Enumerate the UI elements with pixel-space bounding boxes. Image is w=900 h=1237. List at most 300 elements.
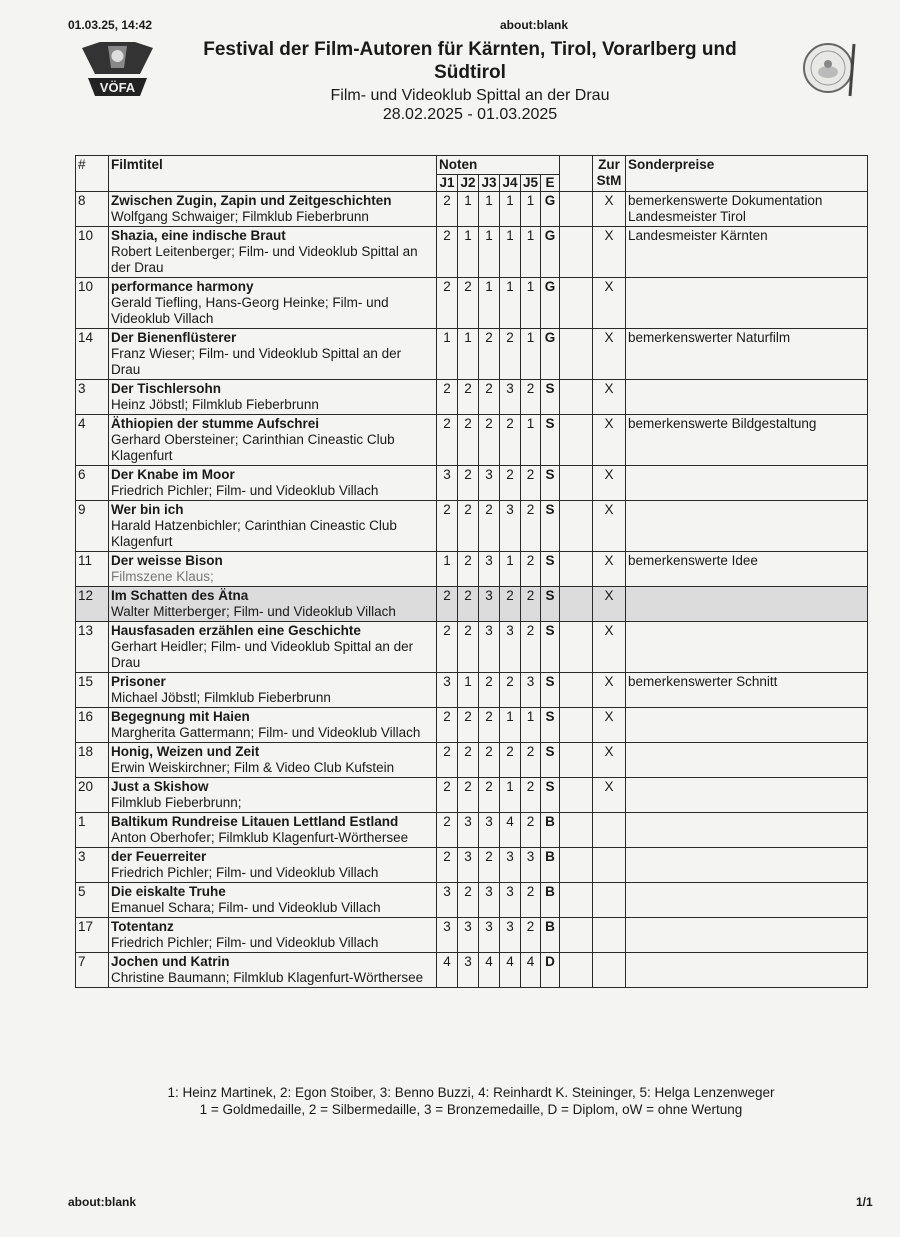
film-author: Robert Leitenberger; Film- und Videoklub Spittal an der Drau xyxy=(111,244,418,275)
film-title: Shazia, eine indische Braut xyxy=(111,228,286,243)
blank-cell xyxy=(560,848,593,883)
film-cell xyxy=(109,552,437,587)
film-cell xyxy=(109,329,437,380)
state-championship-mark xyxy=(593,953,626,988)
judge-score-j5: 2 xyxy=(521,918,541,953)
row-number: 20 xyxy=(76,778,109,813)
film-author: Friedrich Pichler; Film- und Videoklub Villach xyxy=(111,935,379,950)
film-author: Emanuel Schara; Film- und Videoklub Villach xyxy=(111,900,381,915)
table-row xyxy=(76,848,868,883)
judge-score-j2: 1 xyxy=(458,673,479,708)
special-prize xyxy=(626,329,868,380)
header-zur-stm xyxy=(593,156,626,192)
table-row xyxy=(76,918,868,953)
film-title: Im Schatten des Ätna xyxy=(111,588,249,603)
blank-cell xyxy=(560,778,593,813)
table-row xyxy=(76,883,868,918)
special-prize-line: Landesmeister Kärnten xyxy=(628,228,768,243)
header-zur: Zur xyxy=(598,157,620,172)
header-j1: J1 xyxy=(437,175,458,192)
table-row xyxy=(76,953,868,988)
judge-score-j3: 3 xyxy=(479,622,500,673)
table-row xyxy=(76,192,868,227)
judge-score-j3: 2 xyxy=(479,329,500,380)
row-number: 15 xyxy=(76,673,109,708)
judge-score-j1: 2 xyxy=(437,848,458,883)
judge-score-j1: 3 xyxy=(437,466,458,501)
special-prize xyxy=(626,883,868,918)
film-author: Gerhart Heidler; Film- und Videoklub Spittal an der Drau xyxy=(111,639,414,670)
judge-score-j2: 2 xyxy=(458,415,479,466)
film-cell xyxy=(109,813,437,848)
state-championship-mark xyxy=(593,848,626,883)
row-number: 3 xyxy=(76,848,109,883)
film-title: Honig, Weizen und Zeit xyxy=(111,744,260,759)
row-number: 9 xyxy=(76,501,109,552)
judge-score-j4: 3 xyxy=(500,848,521,883)
judge-score-j4: 4 xyxy=(500,953,521,988)
club-seal-logo xyxy=(798,38,863,100)
judge-score-j1: 2 xyxy=(437,227,458,278)
print-url-footer: about:blank xyxy=(68,1195,136,1209)
row-number: 11 xyxy=(76,552,109,587)
row-number: 7 xyxy=(76,953,109,988)
row-number: 18 xyxy=(76,743,109,778)
film-author: Friedrich Pichler; Film- und Videoklub Villach xyxy=(111,483,379,498)
special-prize xyxy=(626,415,868,466)
judge-score-j1: 3 xyxy=(437,918,458,953)
header-sonder: Sonderpreise xyxy=(626,156,868,192)
judge-score-j1: 3 xyxy=(437,883,458,918)
film-title: Der Knabe im Moor xyxy=(111,467,235,482)
award-grade: B xyxy=(541,883,560,918)
film-title: Just a Skishow xyxy=(111,779,209,794)
judge-score-j3: 1 xyxy=(479,278,500,329)
judge-score-j3: 2 xyxy=(479,673,500,708)
judge-score-j1: 2 xyxy=(437,380,458,415)
award-grade: B xyxy=(541,848,560,883)
judge-score-j5: 2 xyxy=(521,743,541,778)
state-championship-mark: X xyxy=(593,329,626,380)
film-cell xyxy=(109,622,437,673)
judge-score-j2: 2 xyxy=(458,587,479,622)
table-row xyxy=(76,380,868,415)
judge-score-j4: 1 xyxy=(500,192,521,227)
film-title: performance harmony xyxy=(111,279,254,294)
judge-score-j3: 3 xyxy=(479,587,500,622)
special-prize xyxy=(626,778,868,813)
special-prize-line: bemerkenswerte Dokumentation xyxy=(628,193,823,208)
award-grade: S xyxy=(541,778,560,813)
special-prize xyxy=(626,466,868,501)
judge-score-j2: 2 xyxy=(458,466,479,501)
judge-score-j5: 1 xyxy=(521,415,541,466)
judge-score-j5: 1 xyxy=(521,708,541,743)
judge-score-j4: 3 xyxy=(500,501,521,552)
judge-score-j5: 1 xyxy=(521,329,541,380)
legend-medals: 1 = Goldmedaille, 2 = Silbermedaille, 3 = Bronzemedaille, D = Diplom, oW = ohne Wertung xyxy=(199,1102,743,1117)
document-subtitle: Film- und Videoklub Spittal an der Drau xyxy=(330,87,610,104)
judge-score-j5: 2 xyxy=(521,466,541,501)
award-grade: G xyxy=(541,227,560,278)
judge-score-j4: 2 xyxy=(500,743,521,778)
table-row xyxy=(76,501,868,552)
judge-score-j3: 2 xyxy=(479,501,500,552)
film-author: Christine Baumann; Filmklub Klagenfurt-Wörthersee xyxy=(111,970,424,985)
judge-score-j1: 2 xyxy=(437,622,458,673)
judge-score-j4: 3 xyxy=(500,918,521,953)
film-cell xyxy=(109,380,437,415)
special-prize xyxy=(626,278,868,329)
film-title: Jochen und Katrin xyxy=(111,954,230,969)
special-prize xyxy=(626,587,868,622)
film-title: Zwischen Zugin, Zapin und Zeitgeschichten xyxy=(111,193,392,208)
judge-score-j2: 2 xyxy=(458,778,479,813)
judge-score-j3: 3 xyxy=(479,918,500,953)
blank-cell xyxy=(560,813,593,848)
header-j5: J5 xyxy=(521,175,541,192)
film-cell xyxy=(109,192,437,227)
page-number: 1/1 xyxy=(856,1195,873,1209)
judge-score-j5: 4 xyxy=(521,953,541,988)
judge-score-j3: 3 xyxy=(479,883,500,918)
judge-score-j4: 2 xyxy=(500,673,521,708)
film-title: Hausfasaden erzählen eine Geschichte xyxy=(111,623,361,638)
blank-cell xyxy=(560,192,593,227)
judge-score-j5: 3 xyxy=(521,673,541,708)
state-championship-mark: X xyxy=(593,552,626,587)
special-prize xyxy=(626,953,868,988)
special-prize xyxy=(626,708,868,743)
special-prize xyxy=(626,622,868,673)
blank-cell xyxy=(560,743,593,778)
film-author: Gerhard Obersteiner; Carinthian Cineastic Club Klagenfurt xyxy=(111,432,395,463)
judge-score-j5: 2 xyxy=(521,380,541,415)
film-cell xyxy=(109,587,437,622)
film-cell xyxy=(109,743,437,778)
judge-score-j1: 2 xyxy=(437,415,458,466)
award-grade: B xyxy=(541,813,560,848)
judge-score-j5: 1 xyxy=(521,278,541,329)
state-championship-mark: X xyxy=(593,278,626,329)
state-championship-mark xyxy=(593,883,626,918)
judge-score-j2: 1 xyxy=(458,227,479,278)
blank-cell xyxy=(560,708,593,743)
judge-score-j1: 2 xyxy=(437,501,458,552)
table-row xyxy=(76,743,868,778)
judge-score-j5: 2 xyxy=(521,778,541,813)
header-num: # xyxy=(76,156,109,192)
special-prize xyxy=(626,192,868,227)
table-row xyxy=(76,278,868,329)
blank-cell xyxy=(560,918,593,953)
judge-score-j2: 2 xyxy=(458,883,479,918)
row-number: 3 xyxy=(76,380,109,415)
film-author: Erwin Weiskirchner; Film & Video Club Kufstein xyxy=(111,760,395,775)
header-stm: StM xyxy=(596,173,622,188)
award-grade: S xyxy=(541,673,560,708)
blank-cell xyxy=(560,380,593,415)
judge-score-j3: 2 xyxy=(479,415,500,466)
row-number: 16 xyxy=(76,708,109,743)
judge-score-j2: 2 xyxy=(458,278,479,329)
state-championship-mark: X xyxy=(593,227,626,278)
judge-score-j3: 2 xyxy=(479,778,500,813)
legend-judges: 1: Heinz Martinek, 2: Egon Stoiber, 3: Benno Buzzi, 4: Reinhardt K. Steininger, 5: Helga Lenzenweger xyxy=(167,1085,775,1100)
award-grade: G xyxy=(541,278,560,329)
blank-cell xyxy=(560,673,593,708)
table-row xyxy=(76,587,868,622)
blank-cell xyxy=(560,227,593,278)
print-timestamp: 01.03.25, 14:42 xyxy=(68,18,153,32)
state-championship-mark xyxy=(593,813,626,848)
state-championship-mark: X xyxy=(593,673,626,708)
judge-score-j2: 2 xyxy=(458,501,479,552)
table-row xyxy=(76,329,868,380)
film-author: Heinz Jöbstl; Filmklub Fieberbrunn xyxy=(111,397,319,412)
table-row xyxy=(76,552,868,587)
judge-score-j3: 3 xyxy=(479,813,500,848)
document-dates: 28.02.2025 - 01.03.2025 xyxy=(382,106,558,123)
blank-cell xyxy=(560,552,593,587)
judge-score-j1: 1 xyxy=(437,552,458,587)
blank-cell xyxy=(560,883,593,918)
judge-score-j4: 2 xyxy=(500,415,521,466)
table-row xyxy=(76,708,868,743)
award-grade: S xyxy=(541,466,560,501)
state-championship-mark: X xyxy=(593,708,626,743)
row-number: 12 xyxy=(76,587,109,622)
film-author: Anton Oberhofer; Filmklub Klagenfurt-Wörthersee xyxy=(111,830,409,845)
judge-score-j2: 1 xyxy=(458,329,479,380)
results-body xyxy=(76,192,868,988)
special-prize xyxy=(626,848,868,883)
state-championship-mark: X xyxy=(593,466,626,501)
special-prize-line: bemerkenswerter Naturfilm xyxy=(628,330,791,345)
row-number: 10 xyxy=(76,278,109,329)
judge-score-j4: 4 xyxy=(500,813,521,848)
state-championship-mark: X xyxy=(593,778,626,813)
film-cell xyxy=(109,415,437,466)
judge-score-j1: 2 xyxy=(437,778,458,813)
row-number: 17 xyxy=(76,918,109,953)
judge-score-j1: 1 xyxy=(437,329,458,380)
state-championship-mark xyxy=(593,918,626,953)
judge-score-j5: 2 xyxy=(521,622,541,673)
film-title: Begegnung mit Haien xyxy=(111,709,250,724)
judge-score-j5: 2 xyxy=(521,587,541,622)
film-author: Franz Wieser; Film- und Videoklub Spittal an der Drau xyxy=(111,346,402,377)
film-title: der Feuerreiter xyxy=(111,849,207,864)
judge-score-j2: 2 xyxy=(458,552,479,587)
judge-score-j2: 2 xyxy=(458,380,479,415)
row-number: 13 xyxy=(76,622,109,673)
table-row xyxy=(76,778,868,813)
blank-cell xyxy=(560,587,593,622)
judge-score-j3: 3 xyxy=(479,466,500,501)
blank-cell xyxy=(560,278,593,329)
special-prize xyxy=(626,501,868,552)
blank-cell xyxy=(560,415,593,466)
judge-score-j3: 1 xyxy=(479,227,500,278)
award-grade: S xyxy=(541,501,560,552)
judge-score-j2: 2 xyxy=(458,622,479,673)
film-title: Der Bienenflüsterer xyxy=(111,330,237,345)
row-number: 14 xyxy=(76,329,109,380)
film-cell xyxy=(109,278,437,329)
header-j3: J3 xyxy=(479,175,500,192)
table-row xyxy=(76,813,868,848)
film-title: Der weisse Bison xyxy=(111,553,223,568)
voefa-logo-text: VÖFA xyxy=(99,80,136,95)
film-author: Wolfgang Schwaiger; Filmklub Fieberbrunn xyxy=(111,209,369,224)
judge-score-j1: 2 xyxy=(437,278,458,329)
film-author: Margherita Gattermann; Film- und Videoklub Villach xyxy=(111,725,421,740)
award-grade: S xyxy=(541,708,560,743)
film-cell xyxy=(109,466,437,501)
special-prize-line: Landesmeister Tirol xyxy=(628,209,746,224)
header-noten: Noten xyxy=(437,156,560,175)
document-header xyxy=(180,38,760,124)
legend xyxy=(75,1084,867,1118)
judge-score-j1: 2 xyxy=(437,743,458,778)
blank-cell xyxy=(560,622,593,673)
blank-cell xyxy=(560,329,593,380)
award-grade: S xyxy=(541,415,560,466)
judge-score-j4: 3 xyxy=(500,380,521,415)
table-row xyxy=(76,466,868,501)
film-cell xyxy=(109,848,437,883)
film-author: Gerald Tiefling, Hans-Georg Heinke; Film- und Videoklub Villach xyxy=(111,295,389,326)
special-prize-line: bemerkenswerter Schnitt xyxy=(628,674,778,689)
film-title: Prisoner xyxy=(111,674,166,689)
judge-score-j5: 3 xyxy=(521,848,541,883)
award-grade: S xyxy=(541,380,560,415)
film-author: Filmklub Fieberbrunn; xyxy=(111,795,242,810)
judge-score-j2: 1 xyxy=(458,192,479,227)
film-author: Friedrich Pichler; Film- und Videoklub Villach xyxy=(111,865,379,880)
judge-score-j4: 2 xyxy=(500,466,521,501)
film-title: Der Tischlersohn xyxy=(111,381,222,396)
film-title: Die eiskalte Truhe xyxy=(111,884,226,899)
header-film: Filmtitel xyxy=(109,156,437,192)
film-author: Harald Hatzenbichler; Carinthian Cineastic Club Klagenfurt xyxy=(111,518,397,549)
row-number: 6 xyxy=(76,466,109,501)
state-championship-mark: X xyxy=(593,192,626,227)
film-title: Äthiopien der stumme Aufschrei xyxy=(111,416,320,431)
special-prize xyxy=(626,813,868,848)
header-blank xyxy=(560,156,593,192)
judge-score-j5: 2 xyxy=(521,552,541,587)
row-number: 4 xyxy=(76,415,109,466)
judge-score-j3: 2 xyxy=(479,380,500,415)
judge-score-j3: 4 xyxy=(479,953,500,988)
results-table xyxy=(75,155,868,988)
row-number: 1 xyxy=(76,813,109,848)
special-prize xyxy=(626,743,868,778)
state-championship-mark: X xyxy=(593,587,626,622)
film-title: Wer bin ich xyxy=(111,502,184,517)
judge-score-j1: 2 xyxy=(437,587,458,622)
row-number: 8 xyxy=(76,192,109,227)
film-cell xyxy=(109,778,437,813)
award-grade: B xyxy=(541,918,560,953)
film-author: Walter Mitterberger; Film- und Videoklub Villach xyxy=(111,604,396,619)
judge-score-j1: 2 xyxy=(437,708,458,743)
award-grade: S xyxy=(541,552,560,587)
judge-score-j4: 1 xyxy=(500,778,521,813)
judge-score-j2: 3 xyxy=(458,953,479,988)
header-e: E xyxy=(541,175,560,192)
judge-score-j5: 1 xyxy=(521,192,541,227)
judge-score-j4: 3 xyxy=(500,622,521,673)
row-number: 5 xyxy=(76,883,109,918)
award-grade: G xyxy=(541,192,560,227)
table-row xyxy=(76,673,868,708)
blank-cell xyxy=(560,953,593,988)
judge-score-j3: 3 xyxy=(479,552,500,587)
special-prize xyxy=(626,552,868,587)
state-championship-mark: X xyxy=(593,501,626,552)
judge-score-j5: 2 xyxy=(521,883,541,918)
blank-cell xyxy=(560,501,593,552)
blank-cell xyxy=(560,466,593,501)
judge-score-j3: 1 xyxy=(479,192,500,227)
judge-score-j4: 1 xyxy=(500,278,521,329)
judge-score-j3: 2 xyxy=(479,743,500,778)
special-prize-line: bemerkenswerte Bildgestaltung xyxy=(628,416,817,431)
header-j2: J2 xyxy=(458,175,479,192)
judge-score-j4: 2 xyxy=(500,587,521,622)
film-cell xyxy=(109,501,437,552)
film-cell xyxy=(109,953,437,988)
special-prize xyxy=(626,918,868,953)
film-title: Totentanz xyxy=(111,919,174,934)
document-title: Festival der Film-Autoren für Kärnten, Tirol, Vorarlberg und Südtirol xyxy=(203,39,737,83)
judge-score-j4: 2 xyxy=(500,329,521,380)
state-championship-mark: X xyxy=(593,743,626,778)
judge-score-j1: 4 xyxy=(437,953,458,988)
award-grade: S xyxy=(541,743,560,778)
judge-score-j1: 2 xyxy=(437,813,458,848)
judge-score-j5: 2 xyxy=(521,501,541,552)
judge-score-j2: 3 xyxy=(458,918,479,953)
special-prize xyxy=(626,380,868,415)
film-cell xyxy=(109,673,437,708)
judge-score-j4: 1 xyxy=(500,708,521,743)
film-title: Baltikum Rundreise Litauen Lettland Estland xyxy=(111,814,399,829)
special-prize xyxy=(626,673,868,708)
special-prize-line: bemerkenswerte Idee xyxy=(628,553,758,568)
row-number: 10 xyxy=(76,227,109,278)
table-row xyxy=(76,415,868,466)
film-author: Michael Jöbstl; Filmklub Fieberbrunn xyxy=(111,690,331,705)
award-grade: S xyxy=(541,622,560,673)
judge-score-j4: 3 xyxy=(500,883,521,918)
judge-score-j5: 2 xyxy=(521,813,541,848)
judge-score-j2: 2 xyxy=(458,743,479,778)
film-cell xyxy=(109,883,437,918)
judge-score-j1: 3 xyxy=(437,673,458,708)
award-grade: G xyxy=(541,329,560,380)
film-author: Filmszene Klaus; xyxy=(111,569,214,584)
judge-score-j2: 3 xyxy=(458,848,479,883)
award-grade: S xyxy=(541,587,560,622)
voefa-logo xyxy=(80,40,155,100)
judge-score-j4: 1 xyxy=(500,552,521,587)
header-j4: J4 xyxy=(500,175,521,192)
judge-score-j2: 2 xyxy=(458,708,479,743)
